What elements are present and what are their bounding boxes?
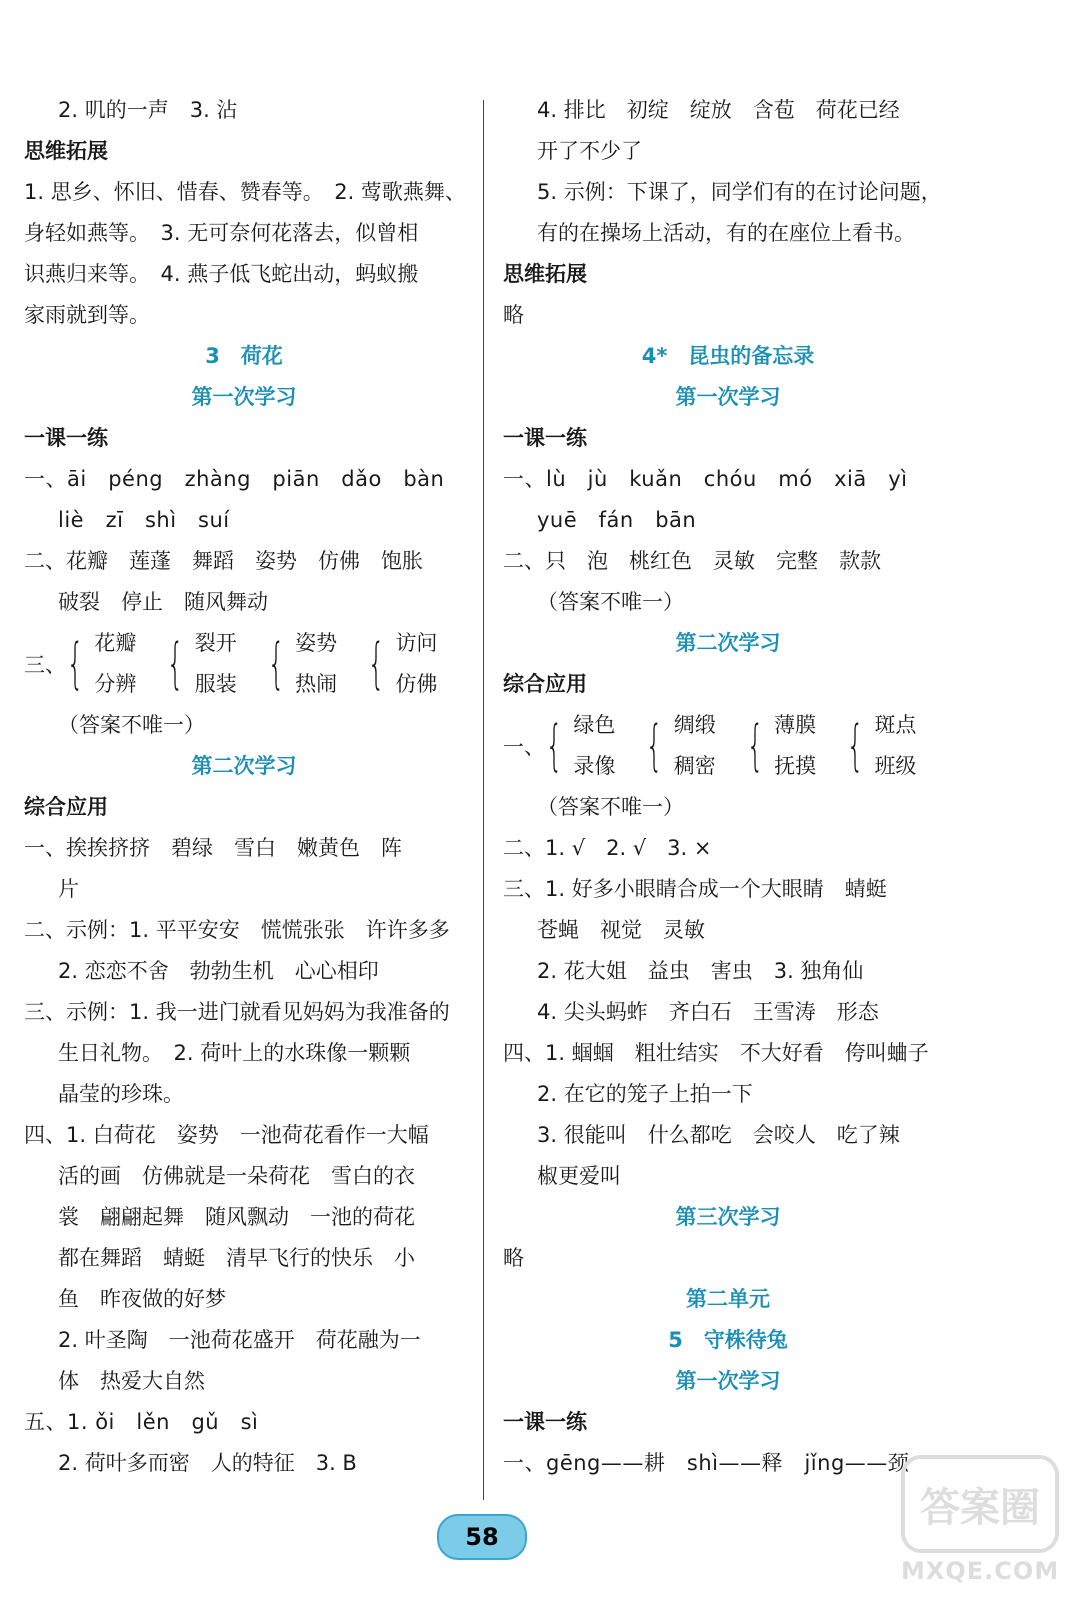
answer-line: 破裂 停止 随风舞动 (58, 590, 268, 614)
word-pair (158, 623, 236, 705)
answer-line: 1. 思乡、怀旧、惜春、赞春等。 2. 莺歌燕舞、 (24, 180, 466, 204)
answer-line: 开了不少了 (537, 139, 642, 163)
word-pair (838, 705, 916, 787)
word-pair (58, 623, 136, 705)
section-heading: 思维拓展 (24, 139, 108, 163)
answer-line: 2. 荷叶多而密 人的特征 3. B (58, 1451, 357, 1475)
study-heading: 第一次学习 (191, 385, 297, 409)
answer-line: 二、示例：1. 平平安安 慌慌张张 许许多多 (24, 918, 450, 942)
curly-brace-icon: { (267, 632, 285, 695)
brace-answer-row (503, 705, 953, 787)
curly-brace-icon: { (846, 714, 864, 777)
answer-line: 略 (503, 303, 524, 327)
study-heading: 第二次学习 (191, 754, 297, 778)
watermark-url: MXQE.COM (901, 1557, 1060, 1585)
section-heading: 思维拓展 (503, 262, 587, 286)
answer-line: 裳 翩翩起舞 随风飘动 一池的荷花 (58, 1205, 415, 1229)
answer-line: 2. 在它的笼子上拍一下 (537, 1082, 753, 1106)
answer-line: 四、1. 蝈蝈 粗壮结实 不大好看 侉叫蛐子 (503, 1041, 929, 1065)
word-pair (537, 705, 615, 787)
curly-brace-icon: { (746, 714, 764, 777)
page-number: 58 (437, 1514, 527, 1560)
pinyin-line: 一、āi péng zhàng piān dǎo bàn (24, 467, 445, 491)
note-line: （答案不唯一） (537, 795, 684, 819)
section-heading: 一课一练 (24, 426, 108, 450)
word-bottom: 班级 (874, 754, 917, 778)
answer-line: 4. 尖头蚂蚱 齐白石 王雪涛 形态 (537, 1000, 879, 1024)
pinyin-line: yuē fán bān (537, 508, 697, 532)
note-line: （答案不唯一） (58, 713, 205, 737)
lesson-title: 3 荷花 (205, 344, 283, 368)
answer-line: 二、只 泡 桃红色 灵敏 完整 款款 (503, 549, 881, 573)
pinyin-line: 五、1. ǒi lěn gǔ sì (24, 1410, 259, 1434)
word-top: 斑点 (874, 713, 917, 737)
curly-brace-icon: { (645, 714, 664, 777)
word-bottom: 服装 (194, 672, 237, 696)
answer-line: 椒更爱叫 (537, 1164, 621, 1188)
curly-brace-icon: { (545, 714, 563, 777)
answer-line: 识燕归来等。 4. 燕子低飞蛇出动，蚂蚁搬 (24, 262, 419, 286)
answer-line: 5. 示例：下课了，同学们有的在讨论问题， (537, 180, 942, 204)
brace-answer-row (24, 623, 464, 705)
section-heading: 综合应用 (503, 672, 587, 696)
word-top: 绿色 (573, 713, 616, 737)
answer-line: 略 (503, 1246, 524, 1270)
curly-brace-icon: { (367, 632, 385, 695)
answer-line: 3. 很能叫 什么都吃 会咬人 吃了辣 (537, 1123, 900, 1147)
answer-line: 三、示例：1. 我一进门就看见妈妈为我准备的 (24, 1000, 450, 1024)
answer-line: 4. 排比 初绽 绽放 含苞 荷花已经 (537, 98, 900, 122)
answer-line: 二、花瓣 莲蓬 舞蹈 姿势 仿佛 饱胀 (24, 549, 423, 573)
lesson-title: 4* 昆虫的备忘录 (641, 344, 815, 368)
study-heading: 第二次学习 (675, 631, 781, 655)
pinyin-line: 一、lù jù kuǎn chóu mó xiā yì (503, 467, 908, 491)
word-bottom: 录像 (573, 754, 616, 778)
answer-line: 身轻如燕等。 3. 无可奈何花落去，似曾相 (24, 221, 419, 245)
answer-line: 2. 花大姐 益虫 害虫 3. 独角仙 (537, 959, 864, 983)
right-column (503, 90, 953, 1484)
item-number: 三、 (24, 653, 66, 677)
curly-brace-icon: { (66, 632, 84, 695)
answer-line: 四、1. 白荷花 姿势 一池荷花看作一大幅 (24, 1123, 429, 1147)
study-heading: 第一次学习 (675, 385, 781, 409)
column-divider (483, 100, 484, 1500)
word-top: 访问 (395, 631, 438, 655)
word-pair (637, 705, 715, 787)
watermark-logo: 答案圈 (901, 1455, 1059, 1553)
answer-line: 三、1. 好多小眼睛合成一个大眼睛 蜻蜓 (503, 877, 887, 901)
lesson-title: 5 守株待兔 (668, 1328, 788, 1352)
answer-line: 家雨就到等。 (24, 303, 150, 327)
word-bottom: 仿佛 (395, 672, 438, 696)
unit-heading: 第二单元 (686, 1287, 770, 1311)
word-top: 裂开 (194, 631, 237, 655)
curly-brace-icon: { (166, 632, 185, 695)
watermark (901, 1455, 1060, 1585)
section-heading: 一课一练 (503, 1410, 587, 1434)
pinyin-line: liè zī shì suí (58, 508, 230, 532)
word-top: 绸缎 (673, 713, 716, 737)
word-pair (738, 705, 816, 787)
word-bottom: 分辨 (94, 672, 137, 696)
word-bottom: 抚摸 (774, 754, 817, 778)
answer-line: 2. 叽的一声 3. 沾 (58, 98, 238, 122)
word-bottom: 热闹 (295, 672, 338, 696)
section-heading: 一课一练 (503, 426, 587, 450)
answer-line: 活的画 仿佛就是一朵荷花 雪白的衣 (58, 1164, 415, 1188)
item-number: 一、 (503, 735, 545, 759)
word-top: 花瓣 (94, 631, 137, 655)
word-bottom: 稠密 (673, 754, 716, 778)
answer-line: 2. 恋恋不舍 勃勃生机 心心相印 (58, 959, 379, 983)
word-pair (259, 623, 337, 705)
answer-line: 2. 叶圣陶 一池荷花盛开 荷花融为一 (58, 1328, 421, 1352)
answer-line: 生日礼物。 2. 荷叶上的水珠像一颗颗 (58, 1041, 411, 1065)
study-heading: 第三次学习 (675, 1205, 781, 1229)
note-line: （答案不唯一） (537, 590, 684, 614)
answer-line: 体 热爱大自然 (58, 1369, 205, 1393)
answer-line: 二、1. √ 2. √ 3. × (503, 836, 712, 860)
study-heading: 第一次学习 (675, 1369, 781, 1393)
answer-line: 片 (58, 877, 79, 901)
answer-line: 一、挨挨挤挤 碧绿 雪白 嫩黄色 阵 (24, 836, 402, 860)
word-top: 姿势 (295, 631, 338, 655)
word-top: 薄膜 (774, 713, 817, 737)
section-heading: 综合应用 (24, 795, 108, 819)
answer-line: 苍蝇 视觉 灵敏 (537, 918, 705, 942)
answer-line: 都在舞蹈 蜻蜓 清早飞行的快乐 小 (58, 1246, 415, 1270)
answer-line: 鱼 昨夜做的好梦 (58, 1287, 226, 1311)
word-pair (359, 623, 437, 705)
answer-line: 有的在操场上活动，有的在座位上看书。 (537, 221, 915, 245)
answer-line: 晶莹的珍珠。 (58, 1082, 184, 1106)
left-column (24, 90, 464, 1484)
pinyin-line: 一、gēng——耕 shì——释 jǐng——颈 (503, 1451, 910, 1475)
